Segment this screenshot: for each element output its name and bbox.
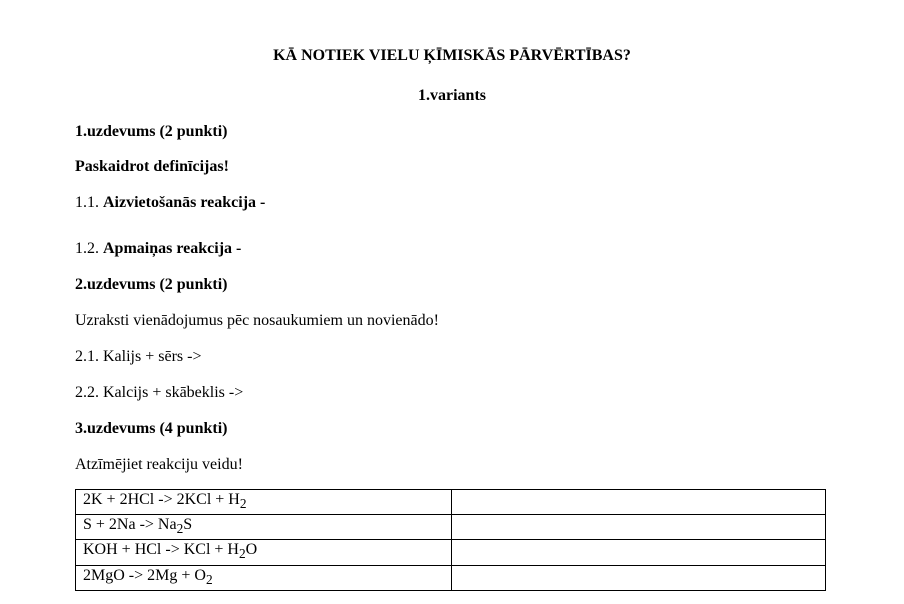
subscript: 2 (176, 521, 184, 537)
task2-item-2: 2.2. Kalcijs + skābeklis -> (75, 384, 244, 401)
subscript: 2 (238, 546, 246, 562)
reaction-equation-cell (76, 515, 452, 540)
subscript: 2 (205, 571, 213, 587)
reaction-type-answer-cell[interactable] (451, 515, 825, 540)
reaction-equation-tail: O (245, 541, 258, 559)
reaction-type-answer-cell[interactable] (451, 490, 825, 515)
task3-heading: 3.uzdevums (4 punkti) (75, 420, 228, 437)
reaction-equation: S + 2Na -> Na (83, 516, 177, 534)
table-row (76, 515, 826, 540)
table-row (76, 490, 826, 515)
document-title: KĀ NOTIEK VIELU ĶĪMISKĀS PĀRVĒRTĪBAS? (273, 47, 631, 64)
subscript: 2 (239, 496, 247, 512)
reaction-type-answer-cell[interactable] (451, 565, 825, 590)
task1-heading: 1.uzdevums (2 punkti) (75, 123, 228, 140)
variant-label: 1.variants (418, 87, 486, 104)
task1-item-1-term: Aizvietošanās reakcija - (103, 194, 266, 211)
task1-item-2-number: 1.2. (75, 240, 99, 257)
task1-item-1-number: 1.1. (75, 194, 99, 211)
task2-heading: 2.uzdevums (2 punkti) (75, 276, 228, 293)
reaction-equation: KOH + HCl -> KCl + H (83, 541, 239, 559)
table-row (76, 565, 826, 590)
task2-instruction: Uzraksti vienādojumus pēc nosaukumiem un novienādo! (75, 312, 439, 329)
task1-item-2-term: Apmaiņas reakcija - (103, 240, 242, 257)
reaction-equation: 2K + 2HCl -> 2KCl + H (83, 491, 240, 508)
task1-instruction: Paskaidrot definīcijas! (75, 158, 229, 175)
reaction-type-table (75, 489, 826, 591)
reaction-equation-cell (76, 540, 452, 565)
task3-instruction: Atzīmējiet reakciju veidu! (75, 456, 243, 473)
reaction-equation-cell (76, 565, 452, 590)
reaction-equation: 2MgO -> 2Mg + O (83, 566, 206, 584)
reaction-type-answer-cell[interactable] (451, 540, 825, 565)
reaction-equation-tail: S (183, 516, 193, 534)
table-row (76, 540, 826, 565)
task1-item-1 (75, 193, 265, 213)
task2-item-1: 2.1. Kalijs + sērs -> (75, 348, 202, 365)
task1-item-2 (75, 239, 241, 259)
reaction-equation-cell (76, 490, 452, 515)
